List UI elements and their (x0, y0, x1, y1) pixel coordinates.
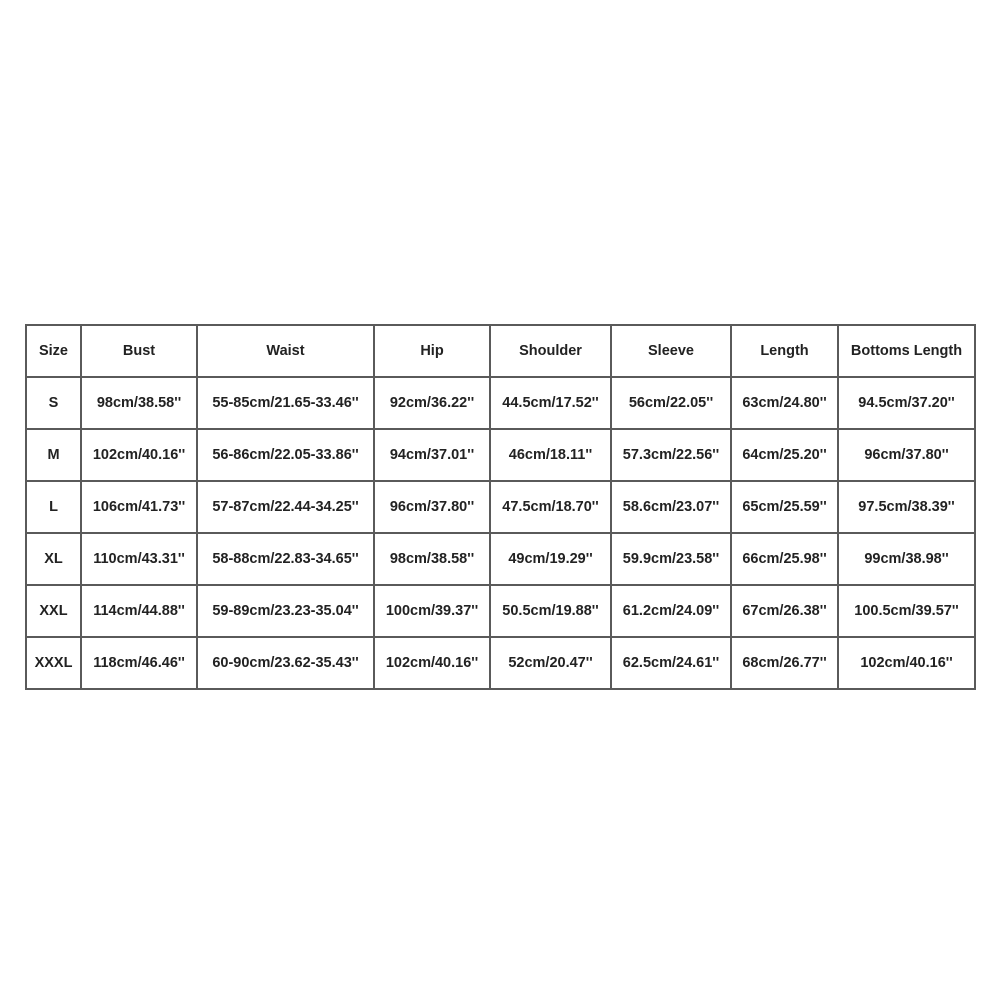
cell-sleeve: 57.3cm/22.56'' (611, 429, 731, 481)
cell-hip: 102cm/40.16'' (374, 637, 490, 689)
table-row (26, 585, 975, 637)
cell-bottoms-length: 100.5cm/39.57'' (838, 585, 975, 637)
table-row (26, 481, 975, 533)
header-sleeve: Sleeve (611, 325, 731, 377)
table-row (26, 429, 975, 481)
cell-bust: 106cm/41.73'' (81, 481, 197, 533)
cell-sleeve: 61.2cm/24.09'' (611, 585, 731, 637)
cell-size: L (26, 481, 81, 533)
cell-waist: 58-88cm/22.83-34.65'' (197, 533, 374, 585)
cell-length: 66cm/25.98'' (731, 533, 838, 585)
cell-shoulder: 52cm/20.47'' (490, 637, 611, 689)
cell-size: XXXL (26, 637, 81, 689)
cell-size: XXL (26, 585, 81, 637)
cell-bottoms-length: 102cm/40.16'' (838, 637, 975, 689)
cell-length: 68cm/26.77'' (731, 637, 838, 689)
header-bottoms-length: Bottoms Length (838, 325, 975, 377)
header-size: Size (26, 325, 81, 377)
cell-bust: 110cm/43.31'' (81, 533, 197, 585)
cell-waist: 60-90cm/23.62-35.43'' (197, 637, 374, 689)
header-hip: Hip (374, 325, 490, 377)
cell-bust: 118cm/46.46'' (81, 637, 197, 689)
table-row (26, 637, 975, 689)
cell-bust: 98cm/38.58'' (81, 377, 197, 429)
cell-sleeve: 56cm/22.05'' (611, 377, 731, 429)
cell-bust: 102cm/40.16'' (81, 429, 197, 481)
cell-hip: 94cm/37.01'' (374, 429, 490, 481)
cell-shoulder: 44.5cm/17.52'' (490, 377, 611, 429)
cell-waist: 59-89cm/23.23-35.04'' (197, 585, 374, 637)
cell-bust: 114cm/44.88'' (81, 585, 197, 637)
cell-length: 64cm/25.20'' (731, 429, 838, 481)
table-header-row (26, 325, 975, 377)
cell-waist: 55-85cm/21.65-33.46'' (197, 377, 374, 429)
cell-size: XL (26, 533, 81, 585)
cell-length: 67cm/26.38'' (731, 585, 838, 637)
cell-hip: 92cm/36.22'' (374, 377, 490, 429)
cell-sleeve: 59.9cm/23.58'' (611, 533, 731, 585)
header-waist: Waist (197, 325, 374, 377)
header-length: Length (731, 325, 838, 377)
cell-hip: 96cm/37.80'' (374, 481, 490, 533)
cell-waist: 56-86cm/22.05-33.86'' (197, 429, 374, 481)
header-shoulder: Shoulder (490, 325, 611, 377)
cell-hip: 98cm/38.58'' (374, 533, 490, 585)
cell-bottoms-length: 96cm/37.80'' (838, 429, 975, 481)
cell-bottoms-length: 94.5cm/37.20'' (838, 377, 975, 429)
cell-length: 65cm/25.59'' (731, 481, 838, 533)
table-row (26, 377, 975, 429)
table-row (26, 533, 975, 585)
cell-sleeve: 58.6cm/23.07'' (611, 481, 731, 533)
cell-sleeve: 62.5cm/24.61'' (611, 637, 731, 689)
cell-shoulder: 49cm/19.29'' (490, 533, 611, 585)
cell-size: M (26, 429, 81, 481)
cell-size: S (26, 377, 81, 429)
cell-bottoms-length: 99cm/38.98'' (838, 533, 975, 585)
cell-bottoms-length: 97.5cm/38.39'' (838, 481, 975, 533)
cell-waist: 57-87cm/22.44-34.25'' (197, 481, 374, 533)
cell-length: 63cm/24.80'' (731, 377, 838, 429)
cell-shoulder: 46cm/18.11'' (490, 429, 611, 481)
header-bust: Bust (81, 325, 197, 377)
cell-shoulder: 47.5cm/18.70'' (490, 481, 611, 533)
cell-hip: 100cm/39.37'' (374, 585, 490, 637)
cell-shoulder: 50.5cm/19.88'' (490, 585, 611, 637)
size-chart-table (25, 324, 976, 690)
